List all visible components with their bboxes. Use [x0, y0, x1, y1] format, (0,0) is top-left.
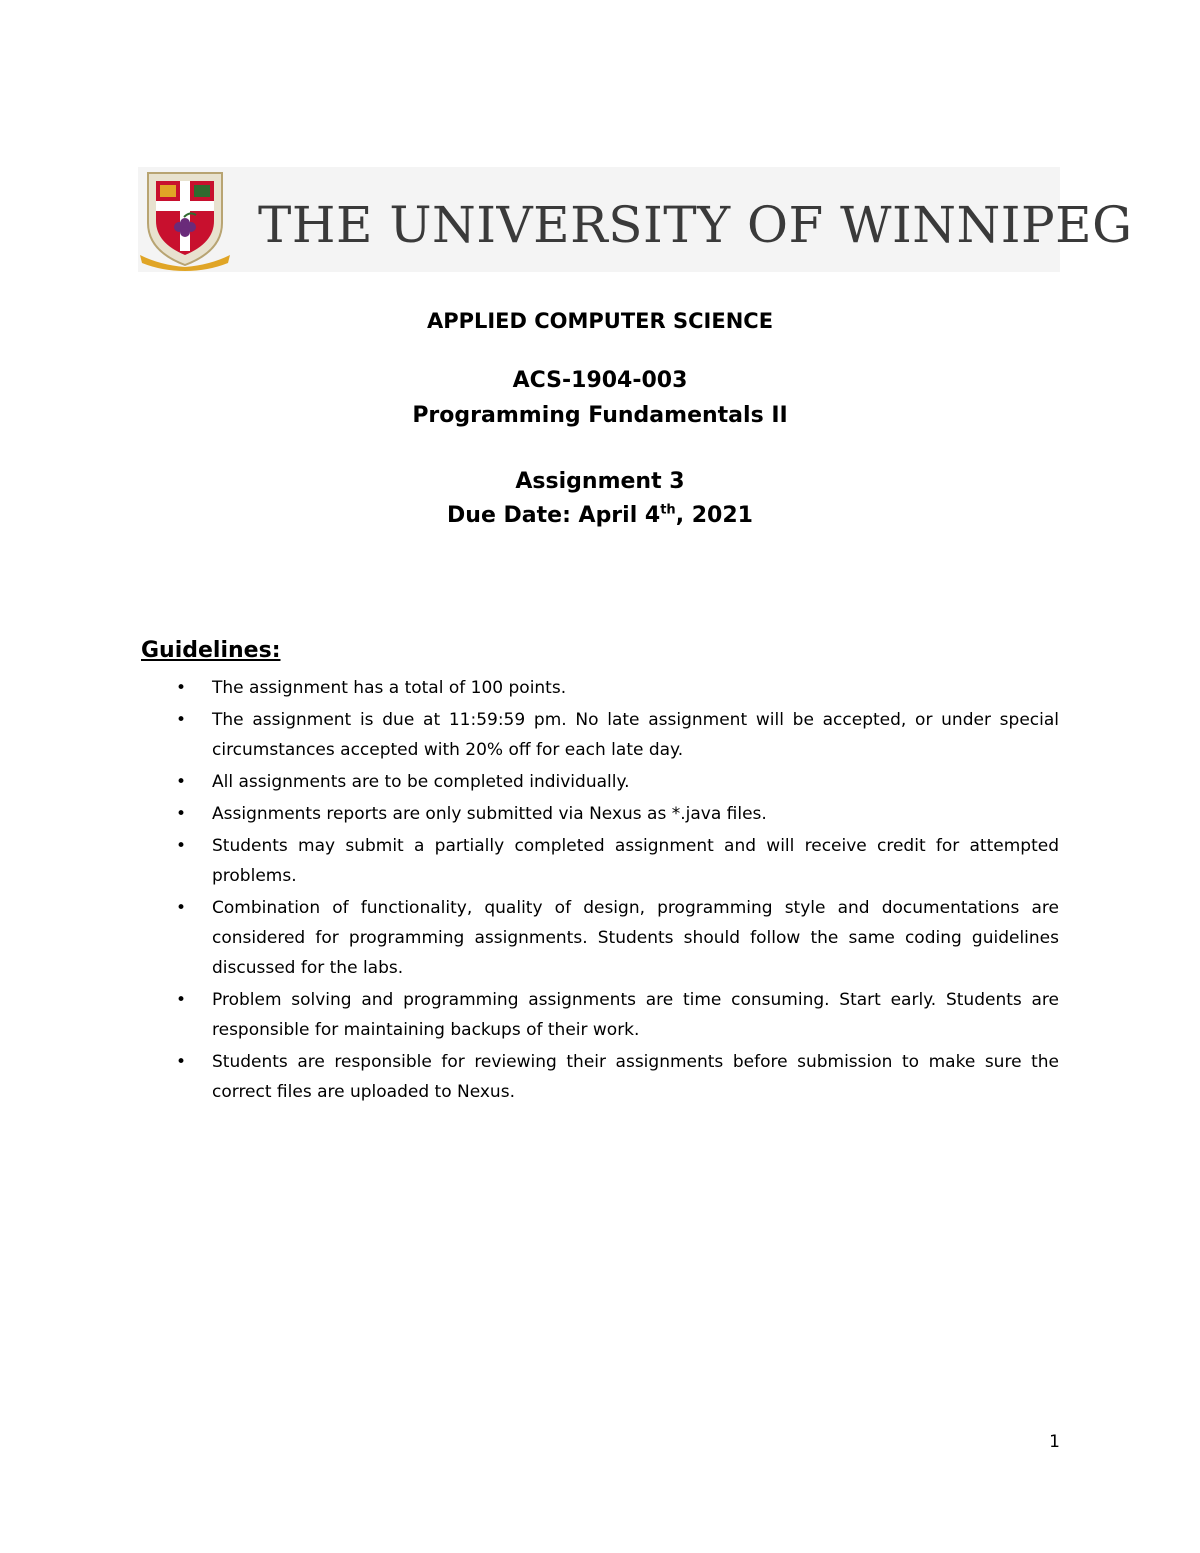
university-crest-logo — [140, 167, 230, 271]
due-date-suffix: , 2021 — [675, 503, 753, 528]
guideline-item — [141, 893, 1059, 983]
guideline-item — [141, 985, 1059, 1045]
guidelines-list — [141, 673, 1059, 1109]
guideline-item — [141, 705, 1059, 765]
course-name: Programming Fundamentals II — [412, 403, 788, 428]
guideline-item — [141, 673, 1059, 703]
due-date-ordinal: th — [660, 502, 676, 518]
due-date — [0, 503, 1200, 528]
guideline-item — [141, 767, 1059, 797]
bullet-icon: • — [176, 710, 187, 730]
guideline-text: Students are responsible for reviewing their assignments before submission to make sure the correct files are uploaded to Nexus. — [212, 1052, 1059, 1102]
guideline-item — [141, 831, 1059, 891]
guideline-text: Assignments reports are only submitted via Nexus as *.java files. — [212, 804, 767, 824]
bullet-icon: • — [176, 804, 187, 824]
bullet-icon: • — [176, 836, 187, 856]
university-header-banner — [138, 167, 1133, 272]
bullet-icon: • — [176, 1052, 187, 1072]
guideline-text: Problem solving and programming assignments are time consuming. Start early. Students are responsible for maintaining backups of their work. — [212, 990, 1059, 1040]
guideline-text: The assignment is due at 11:59:59 pm. No late assignment will be accepted, or under special circumstances accepted with 20% off for each late day. — [212, 710, 1059, 760]
department-title: APPLIED COMPUTER SCIENCE — [426, 309, 774, 333]
course-code: ACS-1904-003 — [512, 368, 688, 393]
due-date-prefix: Due Date: April 4 — [447, 503, 661, 528]
guidelines-heading: Guidelines: — [141, 638, 281, 663]
guideline-item — [141, 799, 1059, 829]
guideline-text: Combination of functionality, quality of design, programming style and documentations are considered for programming assignments. Students should follow the same coding guidelines discussed for the labs. — [212, 898, 1059, 978]
bullet-icon: • — [176, 678, 187, 698]
university-wordmark: THE UNIVERSITY OF WINNIPEG — [258, 196, 1133, 254]
assignment-title: Assignment 3 — [515, 469, 685, 494]
bullet-icon: • — [176, 990, 187, 1010]
guideline-item — [141, 1047, 1059, 1107]
guideline-text: Students may submit a partially completed assignment and will receive credit for attempted problems. — [212, 836, 1059, 886]
bullet-icon: • — [176, 772, 187, 792]
guideline-text: The assignment has a total of 100 points. — [212, 678, 567, 698]
bullet-icon: • — [176, 898, 187, 918]
guideline-text: All assignments are to be completed individually. — [212, 772, 630, 792]
crest-icon — [140, 167, 230, 271]
page-number: 1 — [1049, 1432, 1060, 1452]
